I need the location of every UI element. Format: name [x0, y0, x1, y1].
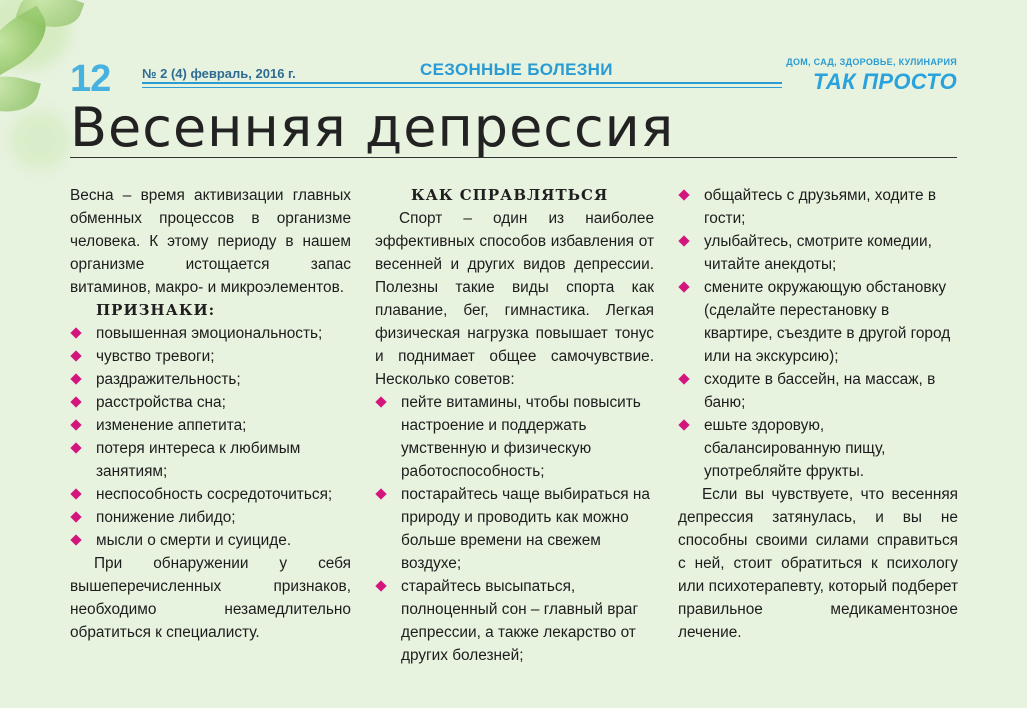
- tips-list-2: [678, 184, 958, 483]
- list-item-text: смените окружающую обстановку (сделайте перестановку в квартире, съездите в другой город или на экскурсию);: [704, 279, 951, 365]
- diamond-bullet-icon: [678, 419, 689, 430]
- tips-list-1: [375, 391, 654, 667]
- diamond-bullet-icon: [375, 580, 386, 591]
- magazine-tagline: ДОМ, САД, ЗДОРОВЬЕ, КУЛИНАРИЯ: [786, 57, 957, 67]
- diamond-bullet-icon: [70, 511, 81, 522]
- list-item: [70, 506, 351, 529]
- coping-intro: Спорт – один из наиболее эффективных способов избавления от весенней и других видов депрессии. Полезны такие виды спорта как плавание, бег, гимнастика. Легкая физическая нагрузка повышает тонус и поднимает общее самочувствие. Несколько советов:: [375, 210, 654, 388]
- list-item: [70, 529, 351, 552]
- list-item: [70, 368, 351, 391]
- list-item: [70, 345, 351, 368]
- column-1: [70, 184, 351, 644]
- diamond-bullet-icon: [70, 373, 81, 384]
- list-item-text: общайтесь с друзьями, ходите в гости;: [704, 187, 937, 227]
- signs-heading: ПРИЗНАКИ:: [96, 301, 216, 319]
- diamond-bullet-icon: [678, 281, 689, 292]
- list-item-text: постарайтесь чаще выбираться на природу и проводить как можно больше времени на свежем воздухе;: [401, 486, 650, 572]
- signs-conclusion: При обнаружении у себя вышеперечисленных признаков, необходимо незамедлительно обратиться к специалисту.: [70, 555, 351, 641]
- list-item-text: мысли о смерти и суициде.: [96, 532, 292, 549]
- diamond-bullet-icon: [70, 396, 81, 407]
- diamond-bullet-icon: [70, 350, 81, 361]
- intro-paragraph: Весна – время активизации главных обменных процессов в организме человека. К этому периоду в нашем организме истощается запас витаминов, макро- и микроэлементов.: [70, 187, 351, 296]
- list-item: [70, 483, 351, 506]
- diamond-bullet-icon: [70, 488, 81, 499]
- list-item-text: повышенная эмоциональность;: [96, 325, 323, 342]
- list-item-text: понижение либидо;: [96, 509, 236, 526]
- list-item: [375, 483, 654, 575]
- article-title: Весенняя депрессия: [70, 96, 675, 159]
- list-item-text: сходите в бассейн, на массаж, в баню;: [704, 371, 936, 411]
- diamond-bullet-icon: [375, 488, 386, 499]
- coping-heading: КАК СПРАВЛЯТЬСЯ: [411, 186, 609, 204]
- list-item-text: старайтесь высыпаться, полноценный сон – главный враг депрессии, а также лекарство от других болезней;: [401, 578, 639, 664]
- list-item: [678, 414, 958, 483]
- signs-list: [70, 322, 351, 552]
- list-item-text: раздражительность;: [96, 371, 241, 388]
- page-number: 12: [70, 58, 111, 100]
- header-rule-thin: [142, 87, 782, 88]
- list-item-text: пейте витамины, чтобы повысить настроение и поддержать умственную и физическую работоспособность;: [401, 394, 641, 480]
- list-item: [70, 414, 351, 437]
- diamond-bullet-icon: [70, 327, 81, 338]
- title-rule: [70, 157, 957, 158]
- list-item-text: неспособность сосредоточиться;: [96, 486, 333, 503]
- list-item-text: чувство тревоги;: [96, 348, 215, 365]
- list-item-text: изменение аппетита;: [96, 417, 247, 434]
- article-conclusion: Если вы чувствуете, что весенняя депрессия затянулась, и вы не способны своими силами справиться с ней, стоит обратиться к психологу или психотерапевту, который подберет правильное медикаментозное лечение.: [678, 486, 958, 641]
- list-item-text: ешьте здоровую, сбалансированную пищу, употребляйте фрукты.: [704, 417, 886, 480]
- section-title: СЕЗОННЫЕ БОЛЕЗНИ: [420, 60, 613, 79]
- diamond-bullet-icon: [678, 373, 689, 384]
- list-item: [678, 184, 958, 230]
- list-item: [375, 391, 654, 483]
- list-item: [678, 276, 958, 368]
- list-item: [375, 575, 654, 667]
- issue-info: № 2 (4) февраль, 2016 г.: [142, 66, 296, 81]
- column-2: [375, 184, 654, 667]
- column-3: [678, 184, 958, 644]
- diamond-bullet-icon: [678, 235, 689, 246]
- diamond-bullet-icon: [70, 442, 81, 453]
- diamond-bullet-icon: [678, 189, 689, 200]
- list-item: [678, 368, 958, 414]
- list-item: [70, 437, 351, 483]
- list-item: [70, 322, 351, 345]
- header-rule: [142, 82, 782, 84]
- list-item-text: расстройства сна;: [96, 394, 226, 411]
- diamond-bullet-icon: [70, 534, 81, 545]
- magazine-brand: ТАК ПРОСТО: [812, 69, 957, 94]
- list-item-text: потеря интереса к любимым занятиям;: [96, 440, 301, 480]
- diamond-bullet-icon: [375, 396, 386, 407]
- diamond-bullet-icon: [70, 419, 81, 430]
- list-item: [678, 230, 958, 276]
- list-item: [70, 391, 351, 414]
- list-item-text: улыбайтесь, смотрите комедии, читайте анекдоты;: [704, 233, 932, 273]
